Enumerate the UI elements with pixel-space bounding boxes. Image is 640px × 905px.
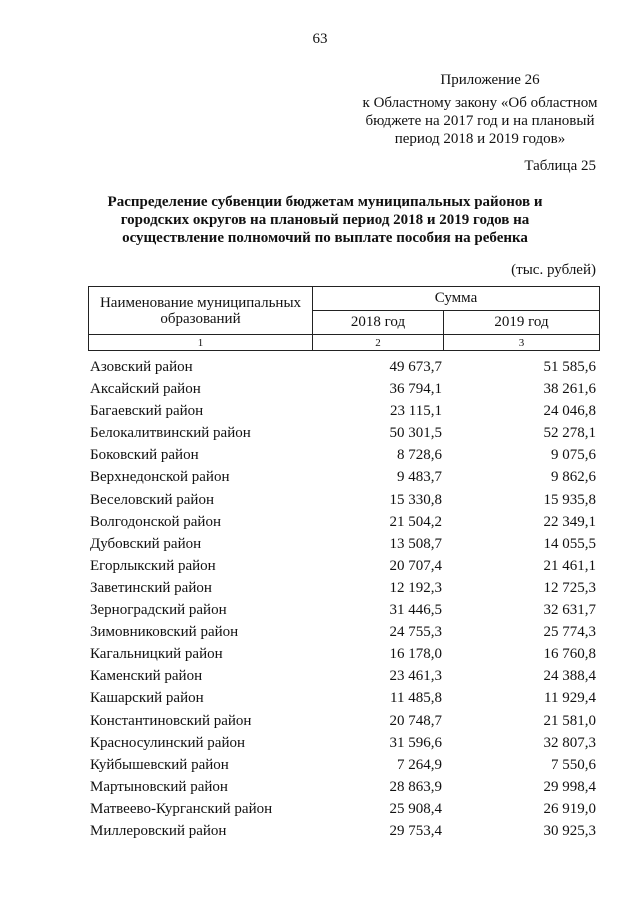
row-value-2018: 36 794,1 <box>389 381 442 398</box>
table-row <box>90 378 596 400</box>
row-value-2018: 24 755,3 <box>389 624 442 641</box>
table-row <box>90 356 596 378</box>
table-header <box>88 286 600 351</box>
row-name: Волгодонской район <box>90 513 221 530</box>
row-value-2018: 11 485,8 <box>390 690 442 707</box>
row-value-2019: 52 278,1 <box>543 425 596 442</box>
row-name: Матвеево-Курганский район <box>90 800 273 817</box>
table-row <box>90 710 596 732</box>
row-value-2019: 15 935,8 <box>543 491 596 508</box>
row-value-2018: 7 264,9 <box>397 756 442 773</box>
row-value-2018: 8 728,6 <box>397 447 442 464</box>
row-value-2019: 12 725,3 <box>543 579 596 596</box>
row-name: Каменский район <box>90 668 203 685</box>
table-row <box>90 422 596 444</box>
row-name: Аксайский район <box>90 381 201 398</box>
row-name: Белокалитвинский район <box>90 425 251 442</box>
table-row <box>90 444 596 466</box>
row-value-2018: 31 446,5 <box>389 602 442 619</box>
row-value-2019: 29 998,4 <box>543 778 596 795</box>
table-row <box>90 820 596 842</box>
table-label: Таблица 25 <box>524 158 596 174</box>
table-row <box>90 665 596 687</box>
appendix-law-reference <box>345 94 615 148</box>
row-value-2019: 51 585,6 <box>543 359 596 375</box>
row-value-2019: 38 261,6 <box>543 381 596 398</box>
row-name: Миллеровский район <box>90 822 227 839</box>
row-name: Верхнедонской район <box>90 469 230 486</box>
row-value-2018: 31 596,6 <box>389 734 442 751</box>
table-row <box>90 577 596 599</box>
row-value-2019: 9 075,6 <box>551 447 596 464</box>
row-value-2019: 7 550,6 <box>551 756 596 773</box>
row-name: Зимовниковский район <box>90 624 239 641</box>
row-name: Мартыновский район <box>90 778 228 795</box>
table-row <box>90 776 596 798</box>
row-value-2018: 13 508,7 <box>389 535 442 552</box>
row-value-2018: 9 483,7 <box>397 469 442 486</box>
row-value-2018: 20 748,7 <box>389 712 442 729</box>
header-name-line: образований <box>160 310 241 327</box>
row-value-2018: 21 504,2 <box>389 513 442 530</box>
row-name: Куйбышевский район <box>90 756 229 773</box>
header-name-cell <box>89 287 313 335</box>
appendix-line: период 2018 и 2019 годов» <box>394 131 566 147</box>
appendix-line: к Областному закону «Об областном <box>362 95 598 111</box>
page-number: 63 <box>312 31 328 47</box>
row-value-2018: 20 707,4 <box>389 557 442 574</box>
row-value-2019: 24 388,4 <box>543 668 596 685</box>
table-row <box>90 466 596 488</box>
table-body <box>90 356 596 842</box>
table-row <box>90 400 596 422</box>
row-value-2019: 24 046,8 <box>543 403 596 420</box>
row-name: Кагальницкий район <box>90 646 223 663</box>
row-value-2018: 23 461,3 <box>389 668 442 685</box>
header-column-number: 3 <box>444 335 600 351</box>
row-value-2018: 23 115,1 <box>390 403 442 420</box>
row-value-2019: 16 760,8 <box>543 646 596 663</box>
document-title <box>90 193 560 247</box>
header-sum-cell: Сумма <box>313 287 600 311</box>
table-row <box>90 643 596 665</box>
row-value-2018: 49 673,7 <box>389 359 442 375</box>
row-value-2018: 29 753,4 <box>389 822 442 839</box>
row-value-2019: 21 461,1 <box>543 557 596 574</box>
table-row <box>90 754 596 776</box>
row-value-2018: 12 192,3 <box>389 579 442 596</box>
row-value-2019: 9 862,6 <box>551 469 596 486</box>
header-column-number: 1 <box>89 335 313 351</box>
table-row <box>90 533 596 555</box>
row-name: Зерноградский район <box>90 602 227 619</box>
table-row <box>90 621 596 643</box>
units-label: (тыс. рублей) <box>511 262 596 278</box>
table-row <box>90 511 596 533</box>
table-row <box>90 599 596 621</box>
row-name: Дубовский район <box>90 535 202 552</box>
row-value-2019: 11 929,4 <box>544 690 596 707</box>
row-name: Заветинский район <box>90 579 212 596</box>
row-value-2019: 32 631,7 <box>543 602 596 619</box>
row-value-2019: 32 807,3 <box>543 734 596 751</box>
title-line: городских округов на плановый период 2018 и 2019 годов на <box>120 212 530 228</box>
appendix-note <box>345 71 615 148</box>
row-name: Егорлыкский район <box>90 557 216 574</box>
header-year-2018: 2018 год <box>313 311 444 335</box>
row-name: Боковский район <box>90 447 199 464</box>
row-value-2019: 21 581,0 <box>543 712 596 729</box>
row-name: Веселовский район <box>90 491 214 508</box>
row-value-2018: 25 908,4 <box>389 800 442 817</box>
row-name: Багаевский район <box>90 403 204 420</box>
header-column-number: 2 <box>313 335 444 351</box>
appendix-title: Приложение 26 <box>440 72 540 88</box>
row-name: Константиновский район <box>90 712 252 729</box>
table-row <box>90 687 596 709</box>
row-value-2019: 25 774,3 <box>543 624 596 641</box>
table-row <box>90 732 596 754</box>
table-row <box>90 555 596 577</box>
row-value-2018: 28 863,9 <box>389 778 442 795</box>
row-value-2018: 16 178,0 <box>389 646 442 663</box>
row-value-2019: 22 349,1 <box>543 513 596 530</box>
row-value-2018: 15 330,8 <box>389 491 442 508</box>
row-name: Кашарский район <box>90 690 204 707</box>
title-line: Распределение субвенции бюджетам муниципальных районов и <box>107 194 543 210</box>
row-value-2019: 30 925,3 <box>543 822 596 839</box>
row-value-2018: 50 301,5 <box>389 425 442 442</box>
header-year-2019: 2019 год <box>444 311 600 335</box>
row-value-2019: 14 055,5 <box>543 535 596 552</box>
row-name: Азовский район <box>90 359 193 375</box>
row-name: Красносулинский район <box>90 734 246 751</box>
header-name-line: Наименование муниципальных <box>99 294 302 311</box>
table-row <box>90 489 596 511</box>
appendix-line: бюджете на 2017 год и на плановый <box>365 113 595 129</box>
title-line: осуществление полномочий по выплате пособия на ребенка <box>122 230 528 246</box>
row-value-2019: 26 919,0 <box>543 800 596 817</box>
table-row <box>90 798 596 820</box>
